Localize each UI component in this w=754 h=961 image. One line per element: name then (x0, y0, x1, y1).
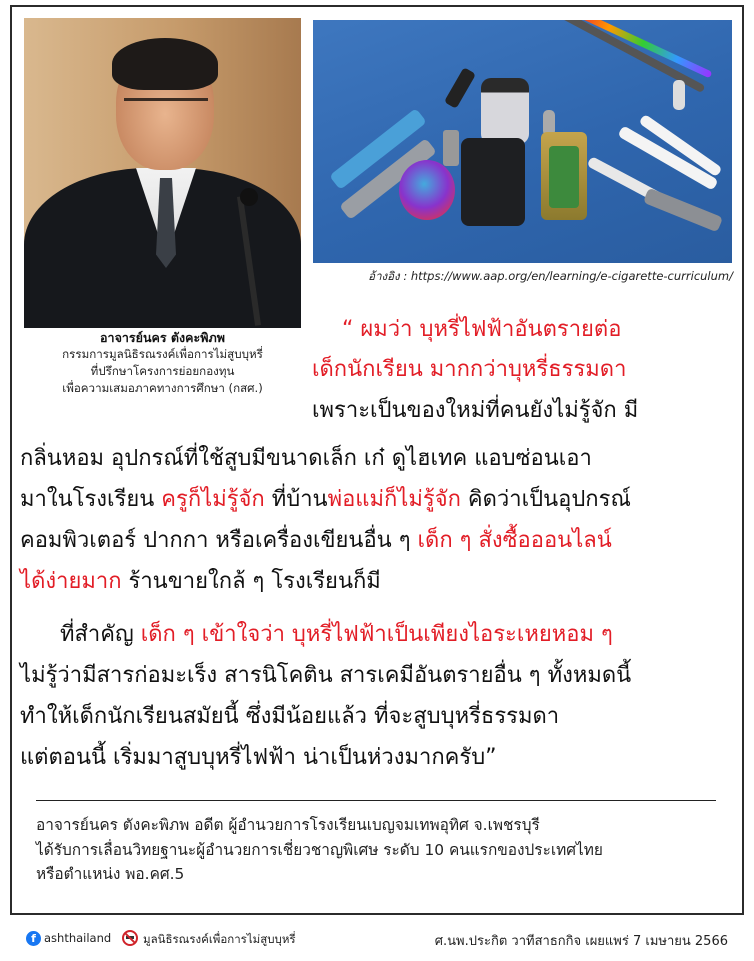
quote-text: ที่สำคัญ (60, 622, 141, 647)
quote-highlight: เด็ก ๆ สั่งซื้อออนไลน์ (417, 528, 612, 553)
quote-highlight: เด็ก ๆ เข้าใจว่า บุหรี่ไฟฟ้าเป็นเพียงไอระเหยหอม ๆ (140, 622, 613, 647)
quote-text: คิดว่าเป็นอุปกรณ์ (460, 487, 631, 512)
quote-line: “ ผมว่า บุหรี่ไฟฟ้าอันตรายต่อ (342, 317, 622, 342)
quote-highlight: ครูก็ไม่รู้จัก (161, 487, 265, 512)
byline: ศ.นพ.ประกิต วาทีสาธกกิจ เผยแพร่ 7 เมษายน 2566 (434, 934, 728, 949)
speaker-bio (36, 813, 726, 887)
footer (0, 922, 754, 952)
quote-line (20, 521, 612, 562)
bio-line: ได้รับการเลื่อนวิทยฐานะผู้อำนวยการเชี่ยวชาญพิเศษ ระดับ 10 คนแรกของประเทศไทย (36, 840, 603, 859)
quote-line: เพราะเป็นของใหม่ที่คนยังไม่รู้จัก มี (312, 398, 639, 423)
portrait-photo (24, 18, 301, 328)
quote-text: มาในโรงเรียน (20, 487, 162, 512)
foundation-name: มูลนิธิรณรงค์เพื่อการไม่สูบบุหรี่ (143, 932, 296, 946)
bio-line: หรือตำแหน่ง พอ.คศ.5 (36, 865, 185, 883)
portrait-caption (20, 329, 305, 397)
quote-line: กลิ่นหอม อุปกรณ์ที่ใช้สูบมีขนาดเล็ก เก๋ ดูไฮเทค แอบซ่อนเอา (20, 446, 592, 471)
quote-line: แต่ตอนนี้ เริ่มมาสูบบุหรี่ไฟฟ้า น่าเป็นห่วงมากครับ” (20, 745, 497, 770)
quote-highlight: ได้ง่ายมาก (20, 569, 122, 594)
quote-text: คอมพิวเตอร์ ปากกา หรือเครื่องเขียนอื่น ๆ (20, 528, 418, 553)
speaker-title-line: กรรมการมูลนิธิรณรงค์เพื่อการไม่สูบบุหรี่ (62, 347, 263, 361)
no-smoking-icon (122, 930, 138, 946)
facebook-icon: f (26, 931, 41, 946)
quote-text: ร้านขายใกล้ ๆ โรงเรียนก็มี (121, 569, 381, 594)
quote-line (20, 562, 381, 603)
speaker-title-line: เพื่อความเสมอภาคทางการศึกษา (กสศ.) (62, 381, 263, 395)
quote-highlight: พ่อแม่ก็ไม่รู้จัก (327, 487, 461, 512)
speaker-name: อาจารย์นคร ตังคะพิภพ (100, 330, 225, 345)
bio-line: อาจารย์นคร ตังคะพิภพ อดีต ผู้อำนวยการโรงเรียนเบญจมเทพอุทิศ จ.เพชรบุรี (36, 816, 540, 834)
e-cigarette-photo (313, 20, 732, 263)
divider (36, 800, 716, 801)
speaker-title-line: ที่ปรึกษาโครงการย่อยกองทุน (90, 364, 235, 378)
quote-line: เด็กนักเรียน มากกว่าบุหรี่ธรรมดา (312, 357, 627, 382)
facebook-handle: ashthailand (44, 931, 112, 945)
quote-line (60, 615, 613, 656)
quote-line: ทำให้เด็กนักเรียนสมัยนี้ ซึ่งมีน้อยแล้ว ที่จะสูบบุหรี่ธรรมดา (20, 704, 560, 729)
quote-text: ที่บ้าน (264, 487, 328, 512)
quote-line: ไม่รู้ว่ามีสารก่อมะเร็ง สารนิโคติน สารเคมีอันตรายอื่น ๆ ทั้งหมดนี้ (20, 663, 632, 688)
quote-line (20, 480, 631, 521)
photo-credit: อ้างอิง : https://www.aap.org/en/learning/e-cigarette-curriculum/ (368, 269, 733, 283)
